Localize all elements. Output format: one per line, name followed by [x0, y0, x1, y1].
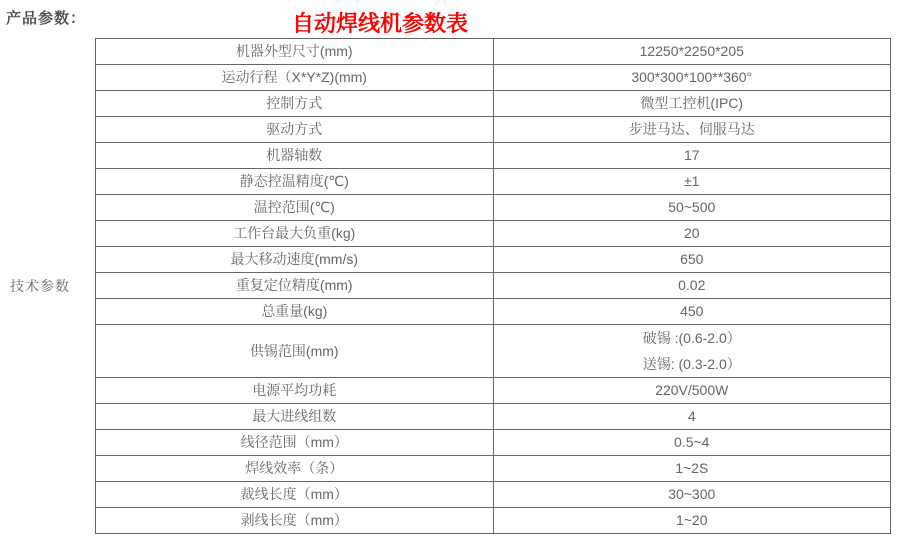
table-row	[96, 169, 891, 195]
param-cell: 剥线长度（mm）	[96, 508, 494, 534]
value-cell: 220V/500W	[493, 378, 891, 404]
param-cell: 焊线效率（条）	[96, 456, 494, 482]
value-cell	[493, 325, 891, 378]
table-row	[96, 91, 891, 117]
param-cell: 机器轴数	[96, 143, 494, 169]
table-row	[96, 273, 891, 299]
value-cell: 50~500	[493, 195, 891, 221]
page-title: 自动焊线机参数表	[292, 11, 469, 36]
value-cell: 20	[493, 221, 891, 247]
table-row	[96, 299, 891, 325]
value-line: 送锡: (0.3-2.0）	[642, 356, 741, 372]
table-row	[96, 482, 891, 508]
table-row	[96, 430, 891, 456]
table-row	[96, 39, 891, 65]
table-row	[96, 325, 891, 378]
param-cell: 运动行程（X*Y*Z)(mm)	[96, 65, 494, 91]
param-cell: 裁线长度（mm）	[96, 482, 494, 508]
param-cell: 工作台最大负重(kg)	[96, 221, 494, 247]
value-line: 破锡 :(0.6-2.0）	[642, 330, 741, 346]
spec-table	[95, 38, 891, 534]
table-row	[96, 143, 891, 169]
value-cell: 微型工控机(IPC)	[493, 91, 891, 117]
value-cell: 650	[493, 247, 891, 273]
table-row	[96, 404, 891, 430]
param-cell: 控制方式	[96, 91, 494, 117]
spec-table-body	[96, 39, 891, 534]
value-cell: 1~2S	[493, 456, 891, 482]
param-cell: 静态控温精度(℃)	[96, 169, 494, 195]
value-cell: 300*300*100**360°	[493, 65, 891, 91]
table-row	[96, 65, 891, 91]
value-cell: 1~20	[493, 508, 891, 534]
value-cell: 17	[493, 143, 891, 169]
table-row	[96, 221, 891, 247]
table-row	[96, 195, 891, 221]
value-cell: 0.02	[493, 273, 891, 299]
value-cell: 12250*2250*205	[493, 39, 891, 65]
value-cell: 步进马达、伺服马达	[493, 117, 891, 143]
table-row	[96, 247, 891, 273]
table-row	[96, 456, 891, 482]
param-cell: 供锡范围(mm)	[96, 325, 494, 378]
param-cell: 线径范围（mm）	[96, 430, 494, 456]
side-label-technical-params: 技术参数	[10, 278, 70, 294]
param-cell: 最大移动速度(mm/s)	[96, 247, 494, 273]
value-cell: ±1	[493, 169, 891, 195]
param-cell: 温控范围(℃)	[96, 195, 494, 221]
param-cell: 驱动方式	[96, 117, 494, 143]
param-cell: 电源平均功耗	[96, 378, 494, 404]
param-cell: 机器外型尺寸(mm)	[96, 39, 494, 65]
section-label: 产品参数：	[6, 10, 87, 27]
table-row	[96, 378, 891, 404]
table-row	[96, 508, 891, 534]
param-cell: 重复定位精度(mm)	[96, 273, 494, 299]
param-cell: 总重量(kg)	[96, 299, 494, 325]
value-cell: 4	[493, 404, 891, 430]
param-cell: 最大进线组数	[96, 404, 494, 430]
table-row	[96, 117, 891, 143]
value-cell: 0.5~4	[493, 430, 891, 456]
value-cell: 450	[493, 299, 891, 325]
value-cell: 30~300	[493, 482, 891, 508]
